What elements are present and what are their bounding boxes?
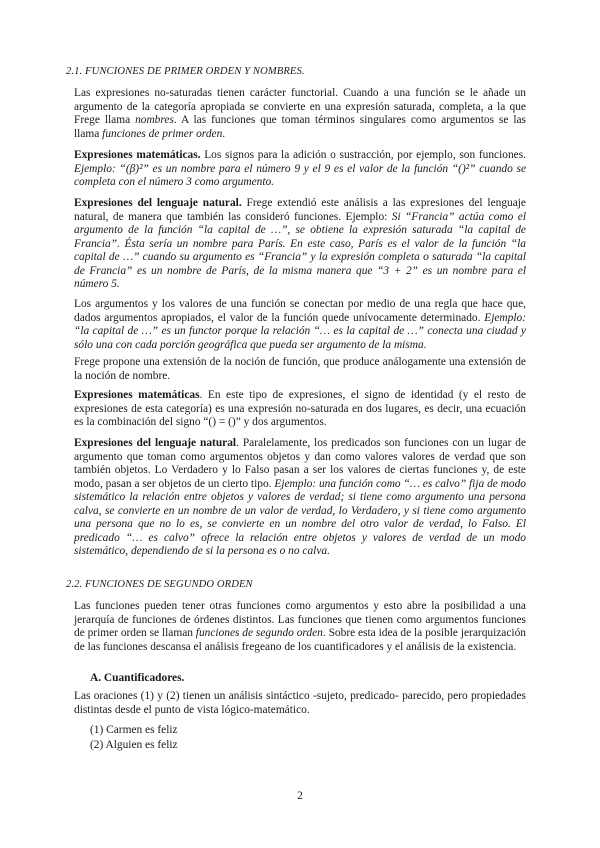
paragraph-expresiones-matematicas: Expresiones matemáticas. Los signos para la adición o sustracción, por ejemplo, son funciones. Ejemplo: “(β)²” es un nombre para el número 9 y el 9 es el valor de la función “()²” cuando se completa con el número 3 como argumento.	[74, 149, 527, 188]
section-heading-primer-orden: 2.1. FUNCIONES DE PRIMER ORDEN Y NOMBRES.	[66, 66, 305, 77]
paragraph-segundo-orden: Las funciones pueden tener otras funciones como argumentos y esto abre la posibilidad a una jerarquía de funciones de órdenes distintos. Las funciones que tienen como argumentos funciones de primer orden se llaman funciones de segundo orden. Sobre esta idea de la posible jerarquización de las funciones descansa el análisis fregeano de los cuantificadores y el análisis de la existencia.	[74, 600, 526, 653]
example-sentence-1: (1) Carmen es feliz	[90, 724, 178, 736]
section-heading-segundo-orden: 2.2. FUNCIONES DE SEGUNDO ORDEN	[66, 579, 253, 590]
paragraph-predicados: Expresiones del lenguaje natural. Paralelamente, los predicados son funciones con un lugar de argumento que toman como argumentos objetos y dan como valores valores de verdad que son también objetos. Lo Verdadero y lo Falso pasan a ser los valores de ciertas funciones y, de este modo, pasan a ser objetos de un cierto tipo. Ejemplo: una función como “… es calvo” fija de modo sistemático la relación entre objetos y valores de verdad; si tiene como argumento una persona calva, se convierte en un nombre de un valor de verdad, lo Verdadero, y si tiene como argumento una persona que no lo es, se convierte en un nombre del otro valor de verdad, lo Falso. El predicado “… es calvo” ofrece la relación entre objetos y valores de verdad de un modo sistemático, dependiendo de si la persona es o no calva.	[74, 437, 526, 557]
paragraph-extension-funcion: Frege propone una extensión de la noción de función, que produce análogamente una extensión de la noción de nombre.	[74, 356, 526, 382]
paragraph-oraciones: Las oraciones (1) y (2) tienen un análisis sintáctico -sujeto, predicado- parecido, pero propiedades distintas desde el punto de vista lógico-matemático.	[74, 690, 526, 716]
subheading-cuantificadores: A. Cuantificadores.	[90, 672, 185, 684]
paragraph-no-saturadas: Las expresiones no-saturadas tienen carácter functorial. Cuando a una función se le añade un argumento de la categoría apropiada se convierte en una expresión saturada, completa, a la que Frege llama nombres. A las funciones que toman términos singulares como argumentos se las llama funciones de primer orden.	[74, 87, 526, 140]
page-number: 2	[297, 790, 303, 802]
example-sentence-2: (2) Alguien es feliz	[90, 739, 178, 751]
paragraph-lenguaje-natural: Expresiones del lenguaje natural. Frege extendió este análisis a las expresiones del lenguaje natural, de manera que también las consideró funciones. Ejemplo: Si “Francia” actúa como el argumento de la función “la capital de …”, se obtiene la expresión saturada “la capital de Francia”. Ésta sería un nombre para París. En este caso, París es el valor de la función “la capital de …” cuando su argumento es “Francia” y la expresión completa o saturada “la capital de Francia” es un nombre de París, de la misma manera que “3 + 2” es un nombre para el número 5.	[74, 197, 526, 290]
paragraph-argumentos-valores: Los argumentos y los valores de una función se conectan por medio de una regla que hace que, dados argumentos apropiados, el valor de la función quede unívocamente determinado. Ejemplo: “la capital de …” es un functor porque la relación “… es la capital de …” conecta una ciudad y sólo una con cada porción geográfica que pueda ser argumento de la misma.	[74, 298, 526, 351]
paragraph-signo-identidad: Expresiones matemáticas. En este tipo de expresiones, el signo de identidad (y el resto de expresiones de esta categoría) es una expresión no-saturada en dos lugares, es decir, una ecuación es la combinación del signo “() = ()” y dos argumentos.	[74, 389, 526, 428]
